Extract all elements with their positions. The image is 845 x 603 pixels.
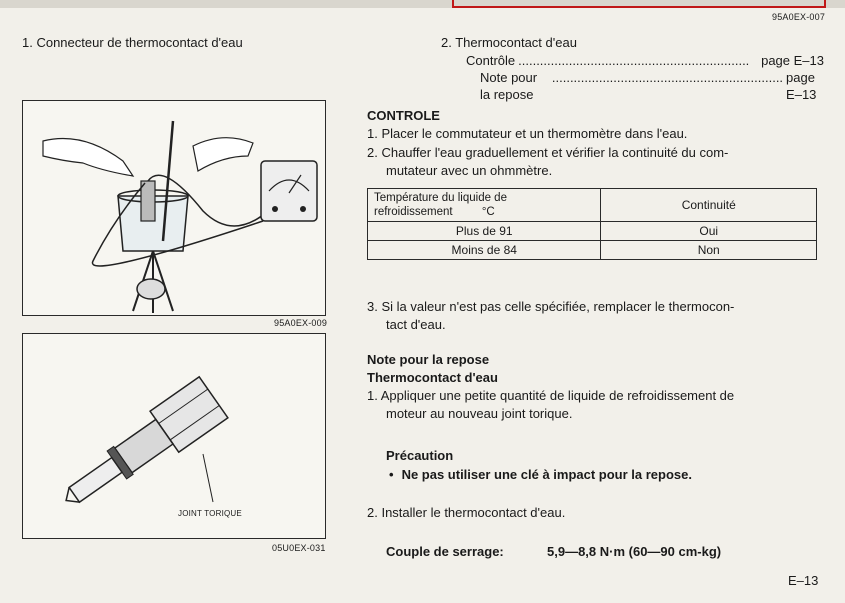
highlight-frame xyxy=(452,0,826,8)
figure-2-code: 05U0EX-031 xyxy=(272,543,326,553)
toc-row-controle xyxy=(466,52,824,69)
table-cell-temp: Moins de 84 xyxy=(368,241,601,260)
step-3: 3. Si la valeur n'est pas celle spécifiée, remplacer le thermocon- xyxy=(367,299,735,314)
table-header-continuity: Continuité xyxy=(601,189,817,222)
page-number: E–13 xyxy=(788,573,819,588)
toc-label: Contrôle xyxy=(466,53,516,68)
note-step-1-cont: moteur au nouveau joint torique. xyxy=(386,406,573,421)
precaution-text: Ne pas utiliser une clé à impact pour la repose. xyxy=(401,467,692,482)
controle-step-1: 1. Placer le commutateur et un thermomètre dans l'eau. xyxy=(367,126,688,141)
controle-heading: CONTROLE xyxy=(367,108,440,123)
thermoswitch-illustration xyxy=(23,334,325,538)
note-step-1: 1. Appliquer une petite quantité de liquide de refroidissement de xyxy=(367,388,735,403)
table-cell-cont: Oui xyxy=(601,222,817,241)
controle-step-2: 2. Chauffer l'eau graduellement et vérifier la continuité du com- xyxy=(367,145,729,160)
precaution-title: Précaution xyxy=(386,448,454,463)
table-cell-temp: Plus de 91 xyxy=(368,222,601,241)
controle-step-2-cont: mutateur avec un ohmmètre. xyxy=(386,163,553,178)
table-header-temp: Température du liquide de refroidissement °C xyxy=(368,189,601,222)
table-header-row xyxy=(368,189,817,222)
note-heading: Note pour la repose xyxy=(367,352,490,367)
torque-label: Couple de serrage: xyxy=(386,544,504,559)
toc-leader: ................................................................ xyxy=(518,53,750,68)
item-2-title: 2. Thermocontact d'eau xyxy=(441,35,577,50)
toc-page: page E–13 xyxy=(786,70,817,102)
header-code: 95A0EX-007 xyxy=(772,12,826,22)
table-row xyxy=(368,222,817,241)
o-ring-label: JOINT TORIQUE xyxy=(178,509,242,518)
toc-row-note xyxy=(480,69,824,103)
figure-1-code: 95A0EX-009 xyxy=(274,318,328,328)
figure-thermometer-test xyxy=(22,100,326,316)
table-row xyxy=(368,241,817,260)
toc-label: Note pour la repose xyxy=(480,70,538,102)
figure-switch xyxy=(22,333,326,539)
note-step-2: 2. Installer le thermocontact d'eau. xyxy=(367,505,566,520)
item-1-text: 1. Connecteur de thermocontact d'eau xyxy=(22,35,243,50)
table-cell-cont: Non xyxy=(601,241,817,260)
precaution-item xyxy=(389,466,692,483)
bullet-icon: • xyxy=(389,467,394,482)
toc-leader: ................................................................ xyxy=(551,70,784,85)
test-setup-illustration xyxy=(23,101,325,315)
torque-value: 5,9—8,8 N·m (60—90 cm-kg) xyxy=(547,544,722,559)
note-subheading: Thermocontact d'eau xyxy=(367,370,498,385)
continuity-table xyxy=(367,188,817,260)
step-3-cont: tact d'eau. xyxy=(386,317,446,332)
toc-page: page E–13 xyxy=(761,53,824,68)
